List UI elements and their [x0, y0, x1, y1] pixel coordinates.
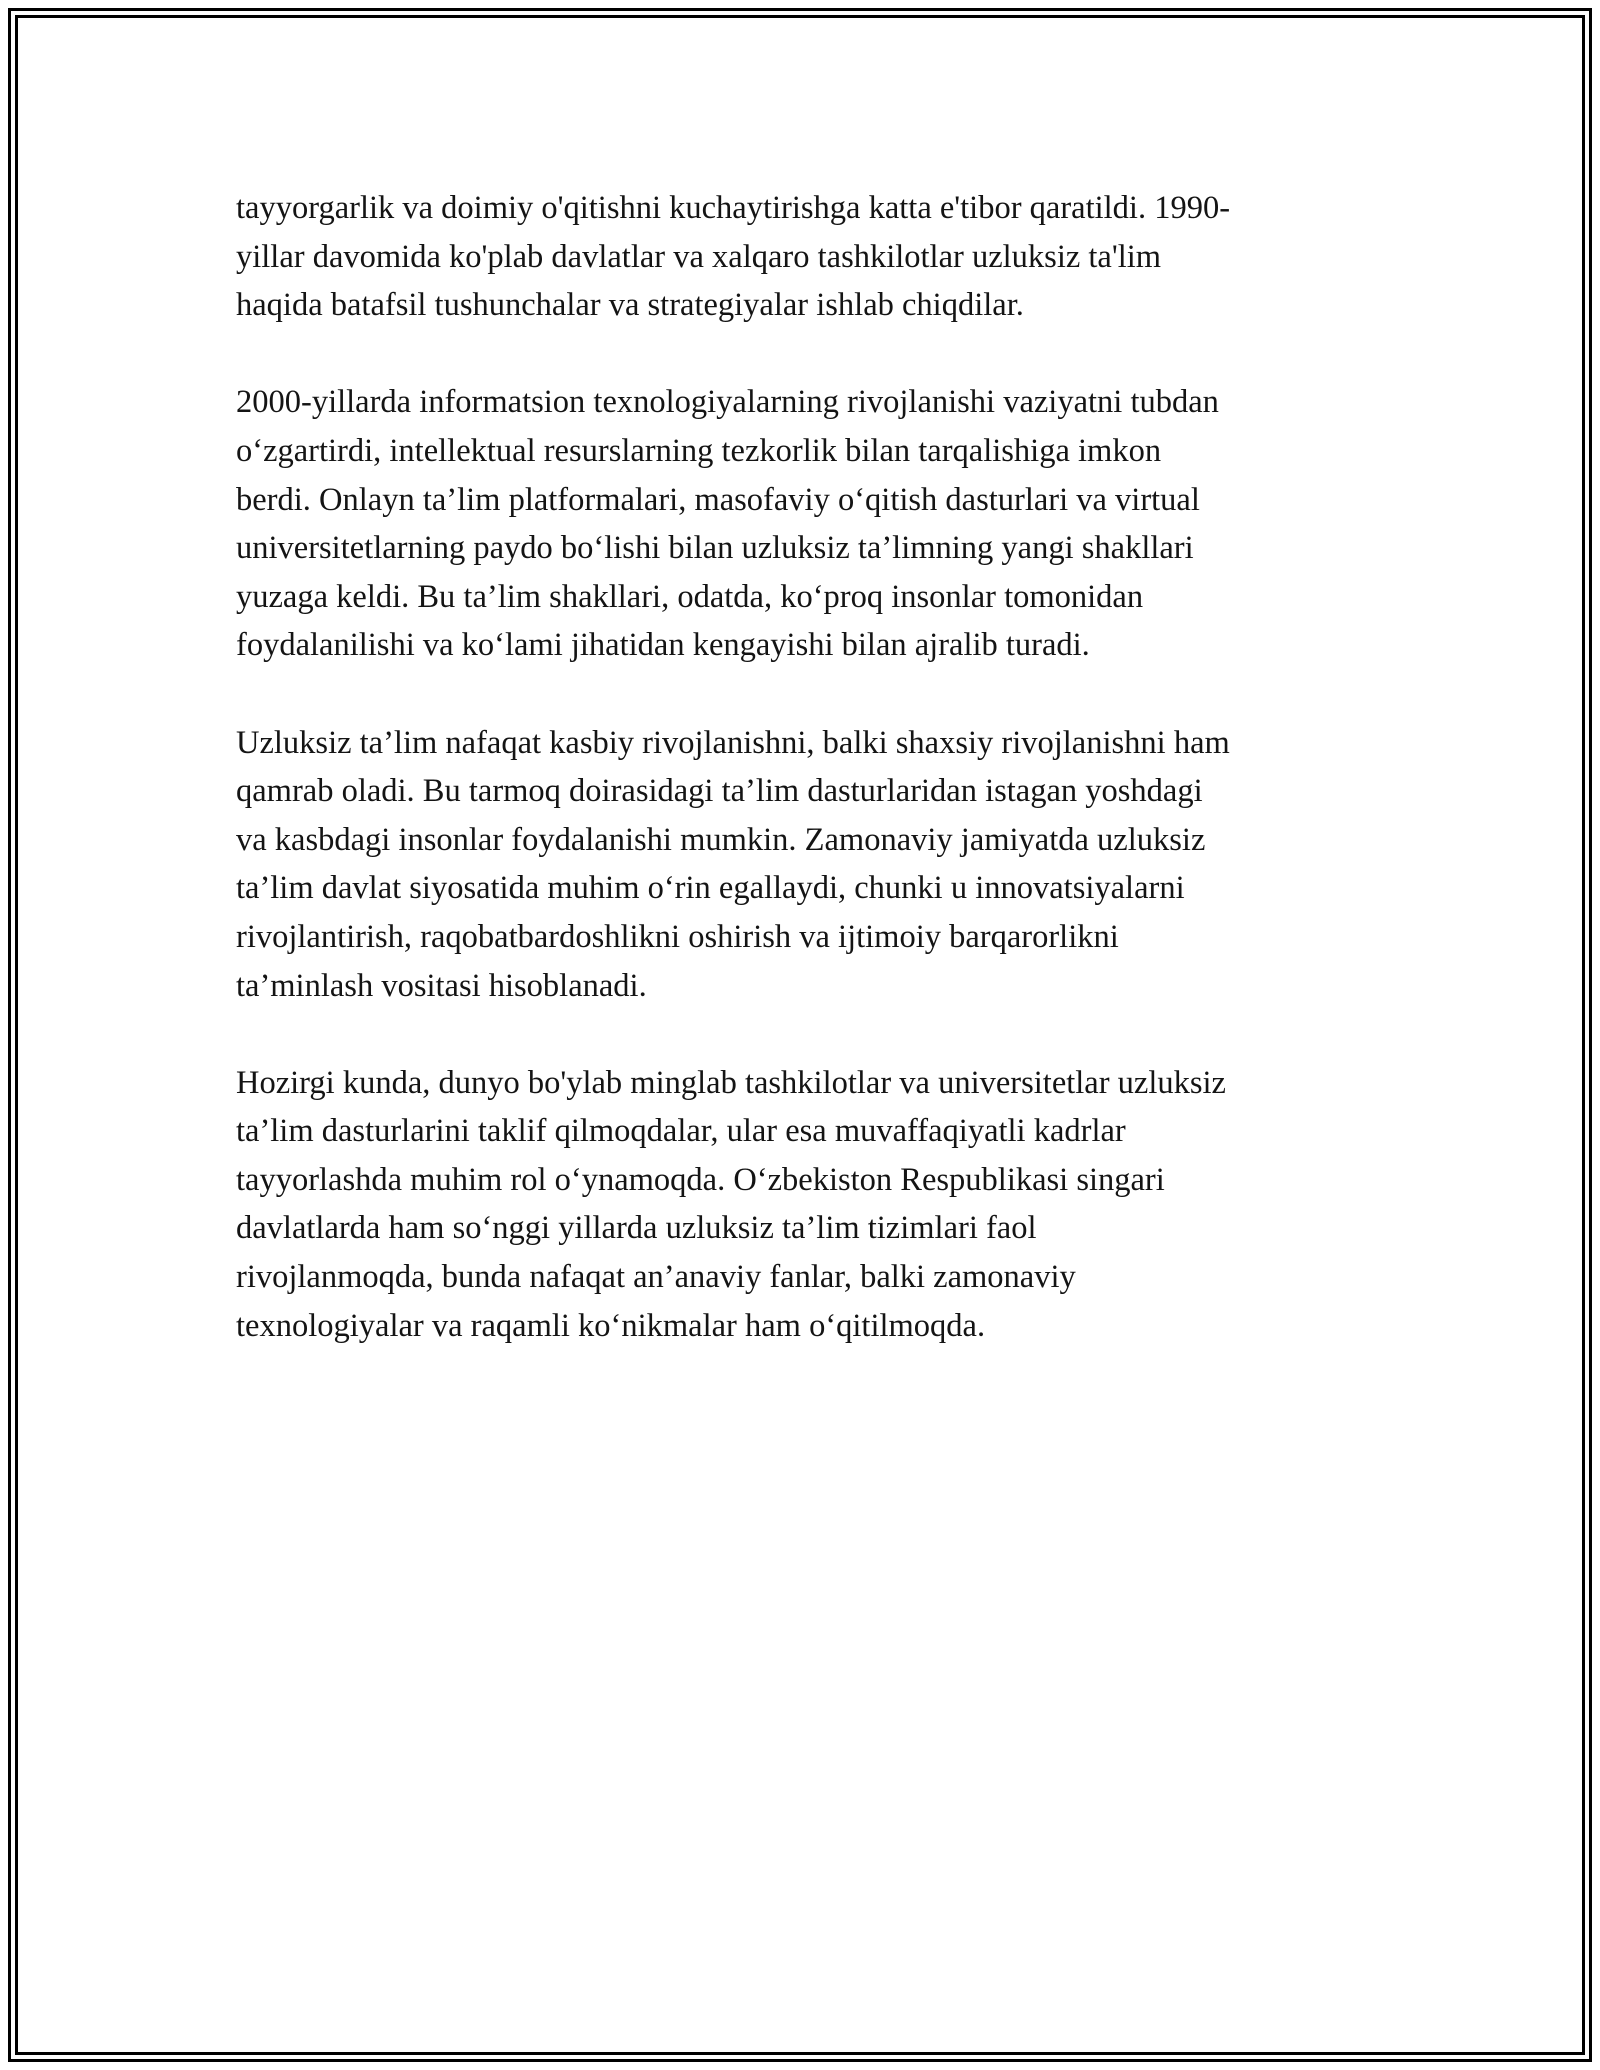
text-line: berdi. Onlayn ta’lim platformalari, masofaviy o‘qitish dasturlari va virtual: [236, 481, 1200, 518]
paragraph-1: [236, 184, 1366, 330]
text-line: Hozirgi kunda, dunyo bo'ylab minglab tashkilotlar va universitetlar uzluksiz: [236, 1064, 1226, 1101]
text-line: Uzluksiz ta’lim nafaqat kasbiy rivojlanishni, balki shaxsiy rivojlanishni ham: [236, 724, 1230, 761]
document-body: [236, 184, 1366, 1399]
text-line: ta’lim dasturlarini taklif qilmoqdalar, ular esa muvaffaqiyatli kadrlar: [236, 1113, 1126, 1150]
text-line: foydalanilishi va ko‘lami jihatidan kengayishi bilan ajralib turadi.: [236, 627, 1090, 664]
text-line: ta’lim davlat siyosatida muhim o‘rin egallaydi, chunki u innovatsiyalarni: [236, 870, 1185, 907]
text-line: qamrab oladi. Bu tarmoq doirasidagi ta’lim dasturlaridan istagan yoshdagi: [236, 773, 1203, 810]
text-line: yillar davomida ko'plab davlatlar va xalqaro tashkilotlar uzluksiz ta'lim: [236, 238, 1162, 275]
text-line: davlatlarda ham so‘nggi yillarda uzluksiz ta’lim tizimlari faol: [236, 1210, 1037, 1247]
text-line: rivojlantirish, raqobatbardoshlikni oshirish va ijtimoiy barqarorlikni: [236, 918, 1119, 955]
text-line: tayyorlashda muhim rol o‘ynamoqda. O‘zbekiston Respublikasi singari: [236, 1161, 1165, 1198]
text-line: o‘zgartirdi, intellektual resurslarning tezkorlik bilan tarqalishiga imkon: [236, 432, 1162, 469]
text-line: texnologiyalar va raqamli ko‘nikmalar ham o‘qitilmoqda.: [236, 1307, 986, 1344]
text-line: rivojlanmoqda, bunda nafaqat an’anaviy fanlar, balki zamonaviy: [236, 1259, 1076, 1296]
text-line: universitetlarning paydo bo‘lishi bilan uzluksiz ta’limning yangi shakllari: [236, 530, 1194, 567]
paragraph-2: [236, 378, 1366, 670]
paragraph-4: [236, 1059, 1366, 1351]
text-line: va kasbdagi insonlar foydalanishi mumkin. Zamonaviy jamiyatda uzluksiz: [236, 821, 1206, 858]
paragraph-3: [236, 719, 1366, 1011]
text-line: haqida batafsil tushunchalar va strategiyalar ishlab chiqdilar.: [236, 287, 1024, 324]
text-line: ta’minlash vositasi hisoblanadi.: [236, 967, 647, 1004]
text-line: tayyorgarlik va doimiy o'qitishni kuchaytirishga katta e'tibor qaratildi. 1990-: [236, 190, 1231, 226]
text-line: yuzaga keldi. Bu ta’lim shakllari, odatda, ko‘proq insonlar tomonidan: [236, 578, 1144, 615]
text-line: 2000-yillarda informatsion texnologiyalarning rivojlanishi vaziyatni tubdan: [236, 384, 1219, 421]
